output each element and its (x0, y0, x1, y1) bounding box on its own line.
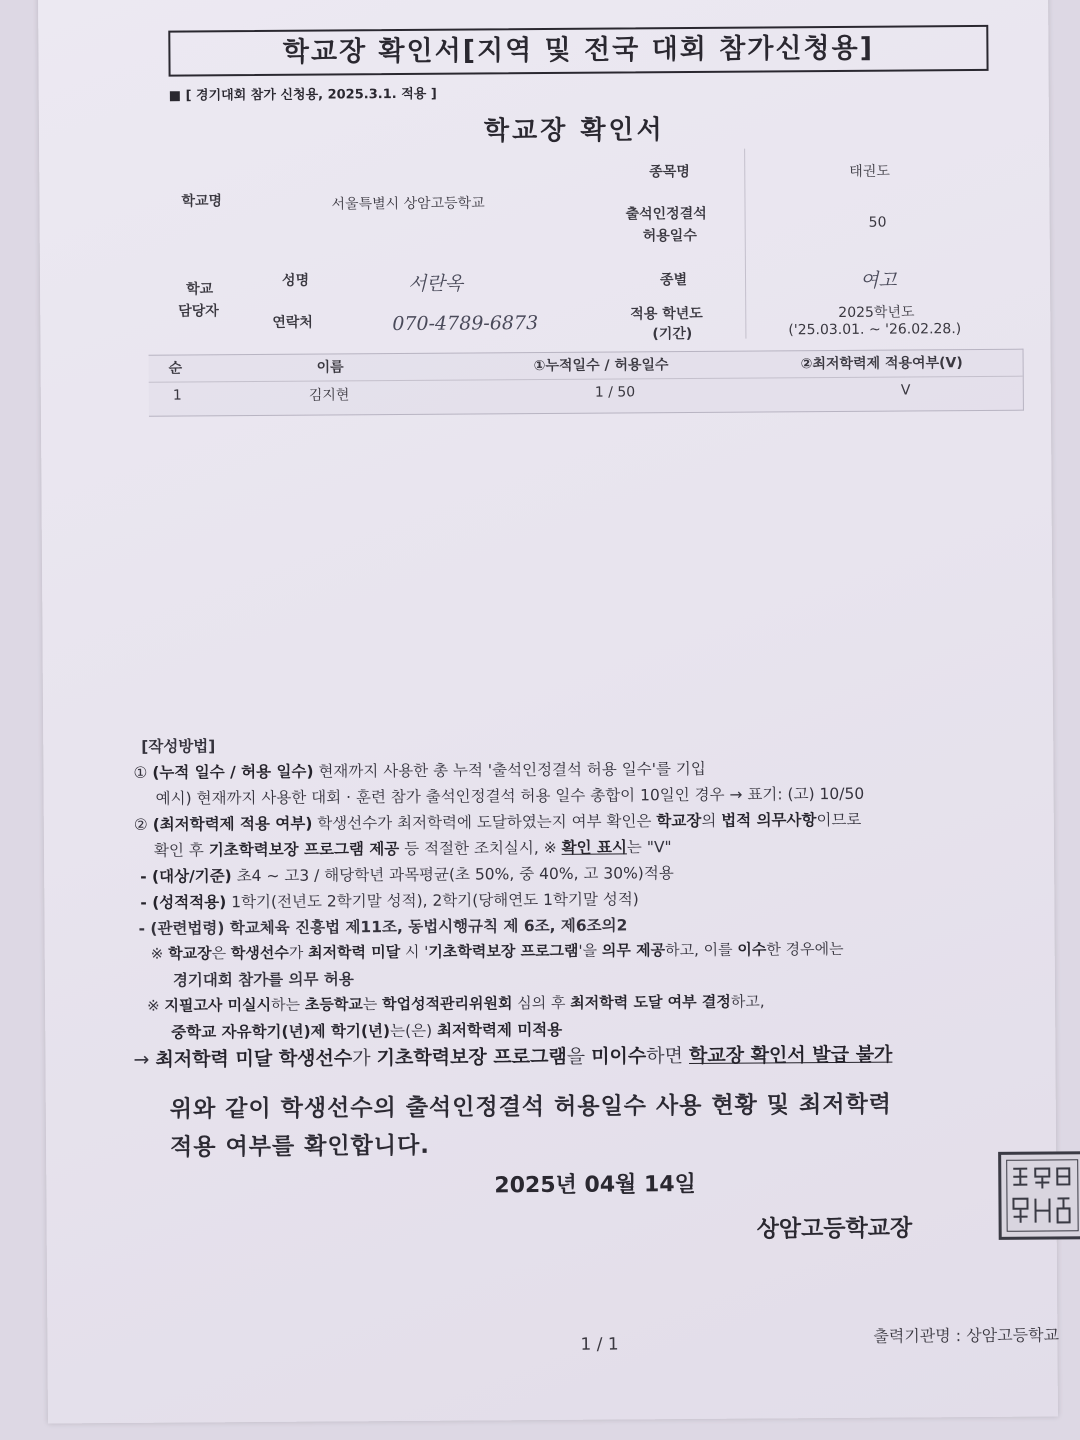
info-divider (744, 149, 746, 339)
instruction-target-text: 초4 ~ 고3 / 해당학년 과목평균(초 50%, 중 40%, 고 30%)적용 (231, 864, 674, 886)
note-2-b1: 지필고사 미실시 (164, 995, 272, 1015)
instruction-2-bold-b: 학교장 (656, 811, 702, 831)
confirmation-line-1: 위와 같이 학생선수의 출석인정결석 허용일수 사용 현황 및 최저학력 (169, 1091, 893, 1123)
instruction-2-heading: (최저학력제 적용 여부) (152, 814, 313, 834)
table-cell-name: 김지현 (308, 387, 350, 404)
attendance-value: 50 (868, 214, 887, 231)
instruction-note-2-cont (171, 1018, 562, 1043)
note-2-b2: 초등학교 (304, 995, 363, 1014)
note-text: [ 경기대회 참가 신청용, 2025.3.1. 적용 ] (185, 86, 437, 104)
instructions-heading: [작성방법] (141, 737, 216, 756)
table-cell-min-academic: V (900, 382, 911, 399)
note-1-b4: 기초학력보장 프로그램 (428, 941, 579, 961)
instruction-1-heading: (누적 일수 / 허용 일수) (152, 762, 314, 782)
document-header-title: 학교장 확인서[지역 및 전국 대회 참가신청용] (168, 25, 988, 77)
note-1-mark: ※ (150, 944, 169, 963)
consequence-t1: 가 (352, 1047, 377, 1070)
student-table (149, 349, 1024, 417)
table-header-min-academic: ②최저학력제 적용여부(V) (800, 355, 963, 373)
gender-label: 종별 (659, 272, 688, 289)
sport-value: 태권도 (849, 163, 890, 180)
issue-date: 2025년 04월 14일 (494, 1171, 696, 1199)
note-1-t5: 하고, 이를 (665, 940, 738, 960)
document-page (38, 0, 1058, 1423)
attendance-label-line2: 허용일수 (642, 227, 697, 245)
instruction-2c-text-c: 는 "V" (626, 838, 672, 857)
instruction-2-text-a: 학생선수가 최저학력에 도달하였는지 여부 확인은 (312, 812, 657, 833)
consequence-b2: 기초학력보장 프로그램 (376, 1045, 567, 1070)
consequence-b1: 최저학력 미달 학생선수 (155, 1047, 353, 1071)
table-header-days: ①누적일수 / 허용일수 (533, 357, 669, 375)
school-name-value: 서울특별시 상암고등학교 (331, 195, 485, 213)
consequence-t3: 하면 (646, 1045, 690, 1068)
instruction-2c-text-a: 확인 후 (153, 841, 209, 860)
instruction-2-bold-c: 법적 의무사항 (721, 811, 817, 830)
instruction-note-1 (151, 938, 844, 964)
note-2c-b1: 중학교 자유학기(년)제 학기(년) (171, 1022, 391, 1042)
instruction-target-heading: - (대상/기준) (140, 867, 232, 886)
note-2-t1: 하는 (271, 995, 305, 1014)
seal-glyphs (1001, 1154, 1080, 1237)
year-value-line2: ('25.03.01. ~ '26.02.28.) (788, 321, 962, 339)
note-2-t4: 하고, (730, 992, 765, 1011)
note-1-t4: '을 (578, 941, 602, 960)
note-1-b1: 학교장 (167, 944, 212, 963)
phone-value: 070-4789-6873 (392, 312, 539, 336)
gender-value: 여고 (859, 269, 897, 292)
school-name-label: 학교명 (181, 193, 223, 210)
instruction-2-text-b: 의 (701, 811, 722, 830)
note-marker: ■ (168, 88, 182, 104)
table-header-no: 순 (168, 360, 183, 377)
circled-two: ② (133, 815, 148, 834)
note-1-t2: 가 (288, 943, 309, 962)
note-1-b6: 이수 (737, 940, 767, 959)
instruction-target (140, 861, 674, 887)
confirmation-line-2: 적용 여부를 확인합니다. (169, 1132, 431, 1161)
circled-one: ① (133, 763, 148, 782)
note-2c-b2: 최저학력제 미적용 (436, 1020, 563, 1040)
instruction-2c-bold-a: 기초학력보장 프로그램 제공 (208, 840, 400, 860)
note-2-b3: 학업성적관리위원회 (381, 994, 513, 1014)
year-label-line2: (기간) (652, 325, 693, 343)
sport-label: 종목명 (649, 163, 690, 181)
instruction-grades (140, 887, 639, 912)
instruction-1-text: 현재까지 사용한 총 누적 '출석인정결석 허용 일수'를 기입 (313, 759, 706, 781)
instruction-example: 예시) 현재까지 사용한 대회 · 훈련 참가 출석인정결석 허용 일수 총합이 10일인 경우 → 표기: (고) 10/50 (155, 784, 865, 808)
consequence-t2: 을 (566, 1045, 592, 1068)
official-seal (998, 1151, 1080, 1240)
note-2-t2: 는 (362, 995, 383, 1014)
instruction-note-1-cont: 경기대회 참가를 의무 허용 (172, 970, 354, 990)
note-2-t3: 심의 후 (512, 993, 571, 1013)
phone-label: 연락처 (272, 314, 313, 331)
note-1-b5: 의무 제공 (601, 941, 666, 960)
note-1-b3: 최저학력 미달 (307, 943, 401, 962)
note-1-t1: 은 (211, 944, 231, 963)
year-label-line1: 적용 학년도 (630, 305, 703, 323)
principal-signature: 상암고등학교장 (756, 1215, 913, 1243)
table-header-name: 이름 (316, 359, 344, 376)
table-row-divider (149, 376, 1023, 383)
page-number: 1 / 1 (580, 1334, 619, 1355)
consequence-b3: 미이수 (591, 1045, 647, 1068)
note-2c-t1: 는(은) (390, 1021, 438, 1041)
table-cell-days: 1 / 50 (594, 384, 636, 401)
manager-label-line1: 학교 (186, 281, 214, 298)
instruction-line-1 (133, 757, 706, 783)
note-2-mark: ※ (147, 996, 165, 1015)
instruction-note-2 (147, 990, 765, 1015)
contact-name-label: 성명 (281, 272, 310, 289)
application-note (169, 83, 437, 104)
instruction-2c-bold-b: 확인 표시 (561, 838, 627, 857)
instruction-line-2-cont (154, 835, 672, 861)
instruction-consequence (133, 1040, 892, 1072)
instruction-2c-text-b: 등 적절한 조치실시, ※ (399, 838, 562, 859)
issuing-institution: 출력기관명 : 상암고등학교 (873, 1325, 1060, 1346)
instruction-grades-text: 1학기(전년도 2학기말 성적), 2학기(당해연도 1학기말 성적) (226, 890, 639, 912)
note-2-b4: 최저학력 도달 여부 결정 (570, 992, 731, 1012)
consequence-b4: 학교장 확인서 발급 불가 (688, 1043, 893, 1068)
page-title: 학교장 확인서 (483, 115, 665, 147)
instruction-grades-heading: - (성적적용) (140, 893, 227, 912)
manager-label-line2: 담당자 (178, 303, 219, 320)
contact-name-value: 서란옥 (407, 272, 464, 295)
year-value-line1: 2025학년도 (838, 304, 915, 321)
note-1-t3: 시 ' (400, 942, 429, 962)
instruction-2-text-c: 이므로 (816, 810, 862, 830)
attendance-label-line1: 출석인정결석 (625, 205, 707, 223)
consequence-arrow: → (133, 1048, 156, 1071)
note-1-b2: 학생선수 (230, 943, 289, 963)
instruction-line-2 (134, 808, 862, 835)
instruction-laws: - (관련법령) 학교체육 진흥법 제11조, 동법시행규칙 제 6조, 제6조의2 (138, 916, 628, 938)
note-1-t6: 한 경우에는 (766, 939, 844, 959)
table-cell-no: 1 (172, 387, 182, 404)
